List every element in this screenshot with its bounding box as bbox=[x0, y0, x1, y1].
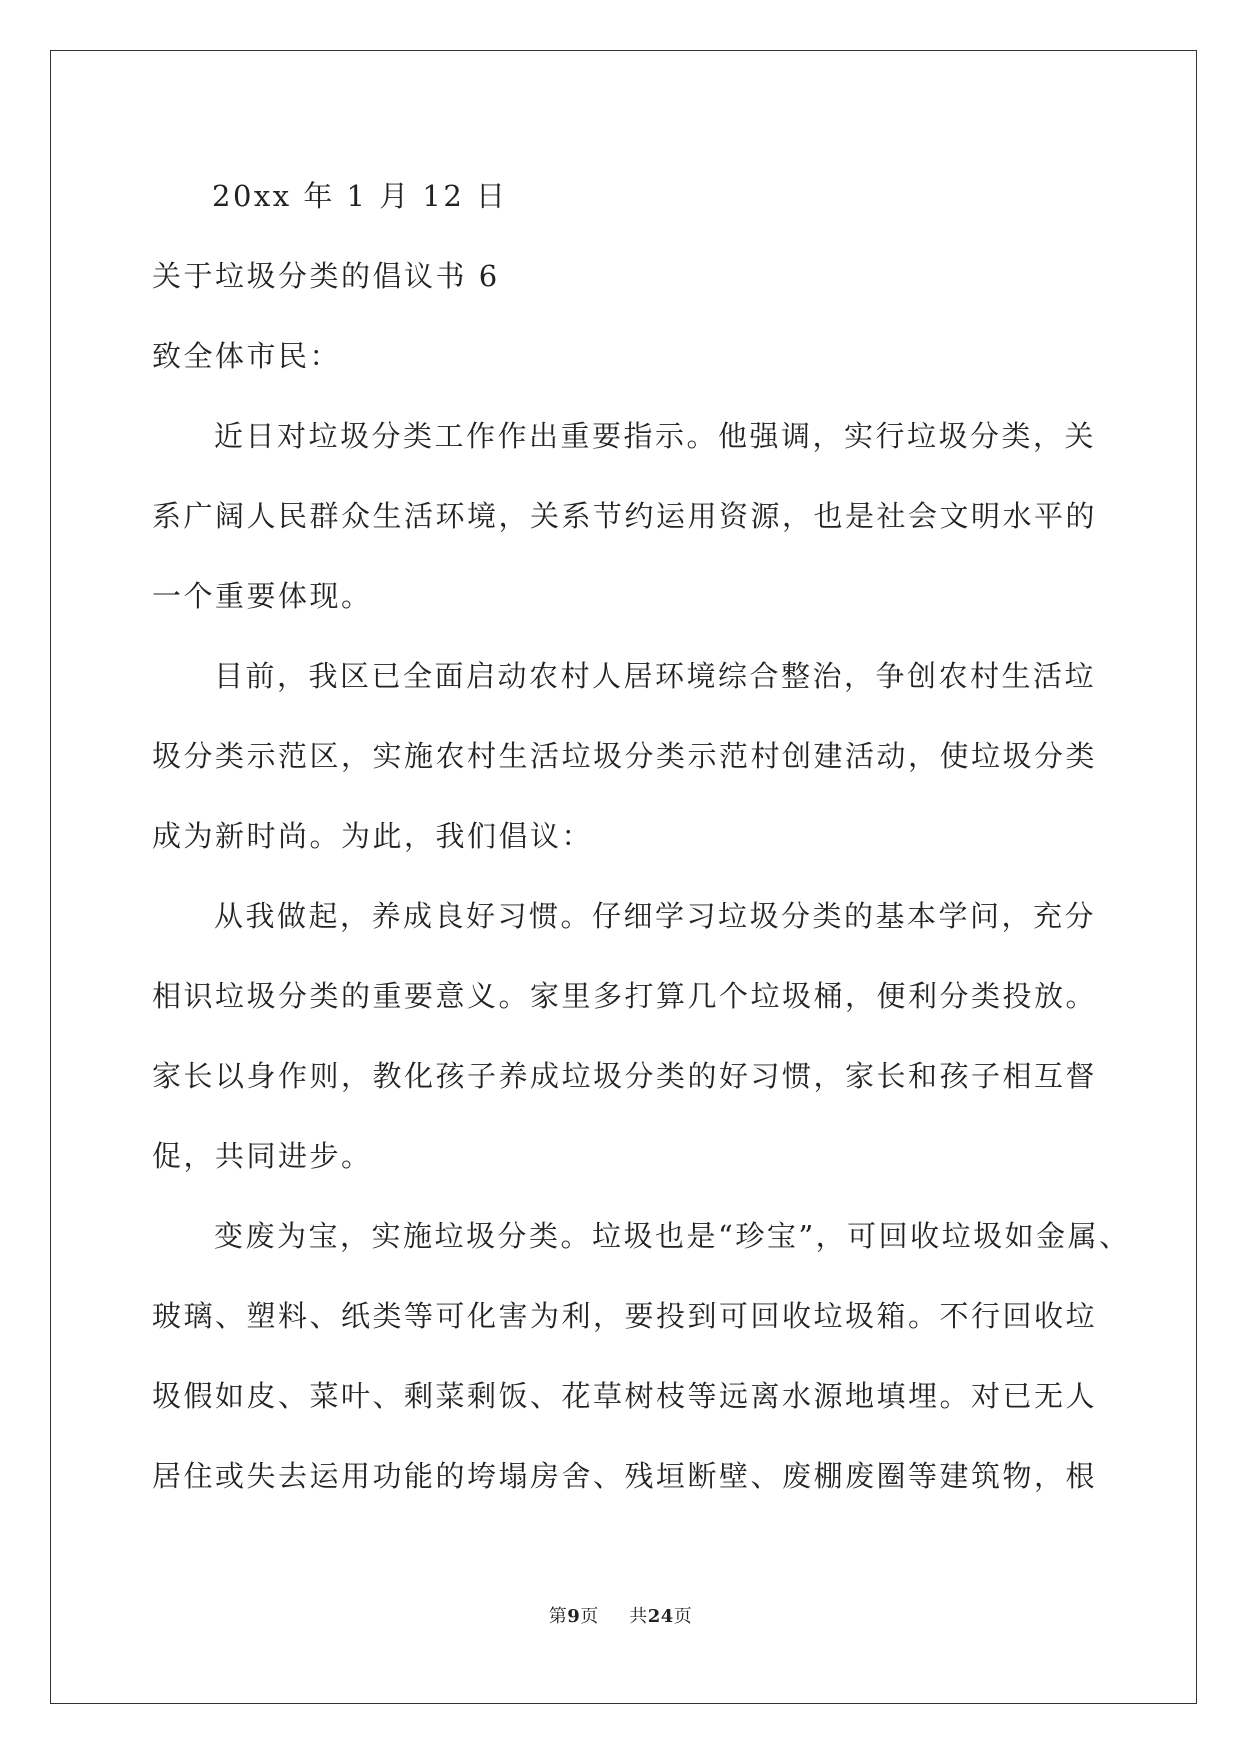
paragraph-line: 玻璃、塑料、纸类等可化害为利，要投到可回收垃圾箱。不行回收垃 bbox=[152, 1299, 1098, 1333]
paragraph-line: 系广阔人民群众生活环境，关系节约运用资源，也是社会文明水平的 bbox=[152, 499, 1098, 533]
paragraph-line: 圾假如皮、菜叶、剩菜剩饭、花草树枝等远离水源地填埋。对已无人 bbox=[152, 1379, 1098, 1413]
paragraph-line: 一个重要体现。 bbox=[152, 579, 373, 613]
date-line: 20xx 年 1 月 12 日 bbox=[212, 179, 508, 213]
paragraph-line: 居住或失去运用功能的垮塌房舍、残垣断壁、废棚废圈等建筑物，根 bbox=[152, 1459, 1098, 1493]
paragraph-line: 变废为宝，实施垃圾分类。垃圾也是“珍宝”，可回收垃圾如金属、 bbox=[214, 1219, 1131, 1253]
page-prefix: 第 bbox=[548, 1606, 568, 1627]
paragraph-line: 相识垃圾分类的重要意义。家里多打算几个垃圾桶，便利分类投放。 bbox=[152, 979, 1098, 1013]
page-suffix: 页 bbox=[580, 1606, 599, 1627]
total-pages: 24 bbox=[647, 1606, 674, 1627]
total-suffix: 页 bbox=[673, 1606, 693, 1627]
page-footer bbox=[0, 1602, 1241, 1628]
paragraph-line: 促，共同进步。 bbox=[152, 1139, 373, 1173]
paragraph-line: 成为新时尚。为此，我们倡议： bbox=[152, 819, 594, 853]
paragraph-line: 目前，我区已全面启动农村人居环境综合整治，争创农村生活垃 bbox=[214, 659, 1097, 693]
total-prefix: 共 bbox=[629, 1606, 648, 1627]
page-number: 9 bbox=[567, 1606, 581, 1627]
salutation: 致全体市民： bbox=[152, 339, 342, 373]
paragraph-line: 圾分类示范区，实施农村生活垃圾分类示范村创建活动，使垃圾分类 bbox=[152, 739, 1098, 773]
document-title: 关于垃圾分类的倡议书 6 bbox=[152, 259, 500, 293]
paragraph-line: 家长以身作则，教化孩子养成垃圾分类的好习惯，家长和孩子相互督 bbox=[152, 1059, 1098, 1093]
paragraph-line: 近日对垃圾分类工作作出重要指示。他强调，实行垃圾分类，关 bbox=[214, 419, 1097, 453]
paragraph-line: 从我做起，养成良好习惯。仔细学习垃圾分类的基本学问，充分 bbox=[214, 899, 1097, 933]
